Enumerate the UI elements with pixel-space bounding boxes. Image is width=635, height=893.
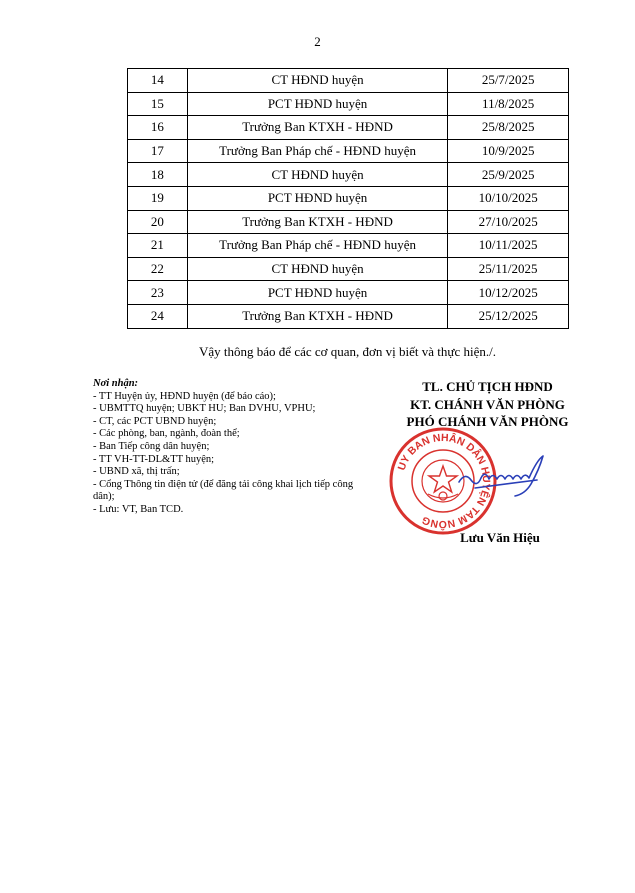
row-number-cell: 18 bbox=[128, 163, 188, 187]
row-number-cell: 20 bbox=[128, 210, 188, 234]
table-row bbox=[128, 116, 569, 140]
row-date-cell: 10/12/2025 bbox=[448, 281, 569, 305]
schedule-table bbox=[127, 68, 569, 329]
table-row bbox=[128, 92, 569, 116]
row-role-cell: Trưởng Ban KTXH - HĐND bbox=[187, 116, 448, 140]
row-date-cell: 10/9/2025 bbox=[448, 139, 569, 163]
recipient-item: - Lưu: VT, Ban TCD. bbox=[93, 503, 184, 515]
signature-line-1: TL. CHỦ TỊCH HĐND bbox=[422, 379, 553, 394]
recipients-list bbox=[93, 391, 365, 517]
row-number-cell: 24 bbox=[128, 304, 188, 328]
row-date-cell: 25/8/2025 bbox=[448, 116, 569, 140]
row-date-cell: 10/10/2025 bbox=[448, 186, 569, 210]
recipient-item: - TT VH-TT-DL&TT huyện; bbox=[93, 453, 215, 465]
row-number-cell: 19 bbox=[128, 186, 188, 210]
recipient-item: - TT Huyện ủy, HĐND huyện (để báo cáo); bbox=[93, 390, 276, 402]
row-role-cell: PCT HĐND huyện bbox=[187, 92, 448, 116]
recipient-item: - Cổng Thông tin điện tử (để đăng tải công khai lịch tiếp công dân); bbox=[93, 478, 354, 503]
row-date-cell: 25/11/2025 bbox=[448, 257, 569, 281]
row-role-cell: CT HĐND huyện bbox=[187, 69, 448, 93]
row-number-cell: 17 bbox=[128, 139, 188, 163]
row-number-cell: 22 bbox=[128, 257, 188, 281]
row-number-cell: 16 bbox=[128, 116, 188, 140]
recipient-item: - UBND xã, thị trấn; bbox=[93, 466, 180, 478]
table-row bbox=[128, 257, 569, 281]
row-date-cell: 27/10/2025 bbox=[448, 210, 569, 234]
row-role-cell: CT HĐND huyện bbox=[187, 163, 448, 187]
recipient-item: - Ban Tiếp công dân huyện; bbox=[93, 440, 210, 452]
page-number: 2 bbox=[314, 34, 321, 49]
row-number-cell: 14 bbox=[128, 69, 188, 93]
handwritten-signature-icon bbox=[455, 450, 550, 500]
signature-line-3: PHÓ CHÁNH VĂN PHÒNG bbox=[406, 414, 569, 429]
row-date-cell: 25/12/2025 bbox=[448, 304, 569, 328]
signature-line-2: KT. CHÁNH VĂN PHÒNG bbox=[410, 396, 565, 412]
recipient-item: - CT, các PCT UBND huyện; bbox=[93, 415, 217, 427]
table-row bbox=[128, 281, 569, 305]
row-number-cell: 23 bbox=[128, 281, 188, 305]
row-date-cell: 25/7/2025 bbox=[448, 69, 569, 93]
table-row bbox=[128, 234, 569, 258]
table-row bbox=[128, 186, 569, 210]
row-role-cell: Trưởng Ban Pháp chế - HĐND huyện bbox=[187, 234, 448, 258]
row-number-cell: 21 bbox=[128, 234, 188, 258]
table-row bbox=[128, 69, 569, 93]
signer-name: Lưu Văn Hiệu bbox=[460, 530, 540, 545]
row-date-cell: 10/11/2025 bbox=[448, 234, 569, 258]
row-number-cell: 15 bbox=[128, 92, 188, 116]
row-role-cell: PCT HĐND huyện bbox=[187, 186, 448, 210]
recipient-item: - UBMTTQ huyện; UBKT HU; Ban DVHU, VPHU; bbox=[93, 403, 316, 415]
recipient-item: - Các phòng, ban, ngành, đoàn thể; bbox=[93, 428, 240, 440]
table-row bbox=[128, 163, 569, 187]
signature-block bbox=[380, 378, 595, 431]
row-role-cell: PCT HĐND huyện bbox=[187, 281, 448, 305]
row-role-cell: Trưởng Ban KTXH - HĐND bbox=[187, 304, 448, 328]
svg-text:UY BAN NHÂN DÂN HUYỆN TAM NÔNG: UY BAN NHÂN DÂN HUYỆN TAM NÔNG bbox=[395, 431, 493, 531]
row-role-cell: Trưởng Ban KTXH - HĐND bbox=[187, 210, 448, 234]
table-row bbox=[128, 210, 569, 234]
schedule-table-body bbox=[128, 69, 569, 329]
closing-text: Vậy thông báo để các cơ quan, đơn vị biết và thực hiện./. bbox=[199, 344, 496, 359]
table-row bbox=[128, 304, 569, 328]
row-role-cell: CT HĐND huyện bbox=[187, 257, 448, 281]
row-date-cell: 25/9/2025 bbox=[448, 163, 569, 187]
row-role-cell: Trưởng Ban Pháp chế - HĐND huyện bbox=[187, 139, 448, 163]
table-row bbox=[128, 139, 569, 163]
recipients-section bbox=[93, 378, 365, 517]
recipients-title: Nơi nhận: bbox=[93, 378, 139, 389]
row-date-cell: 11/8/2025 bbox=[448, 92, 569, 116]
